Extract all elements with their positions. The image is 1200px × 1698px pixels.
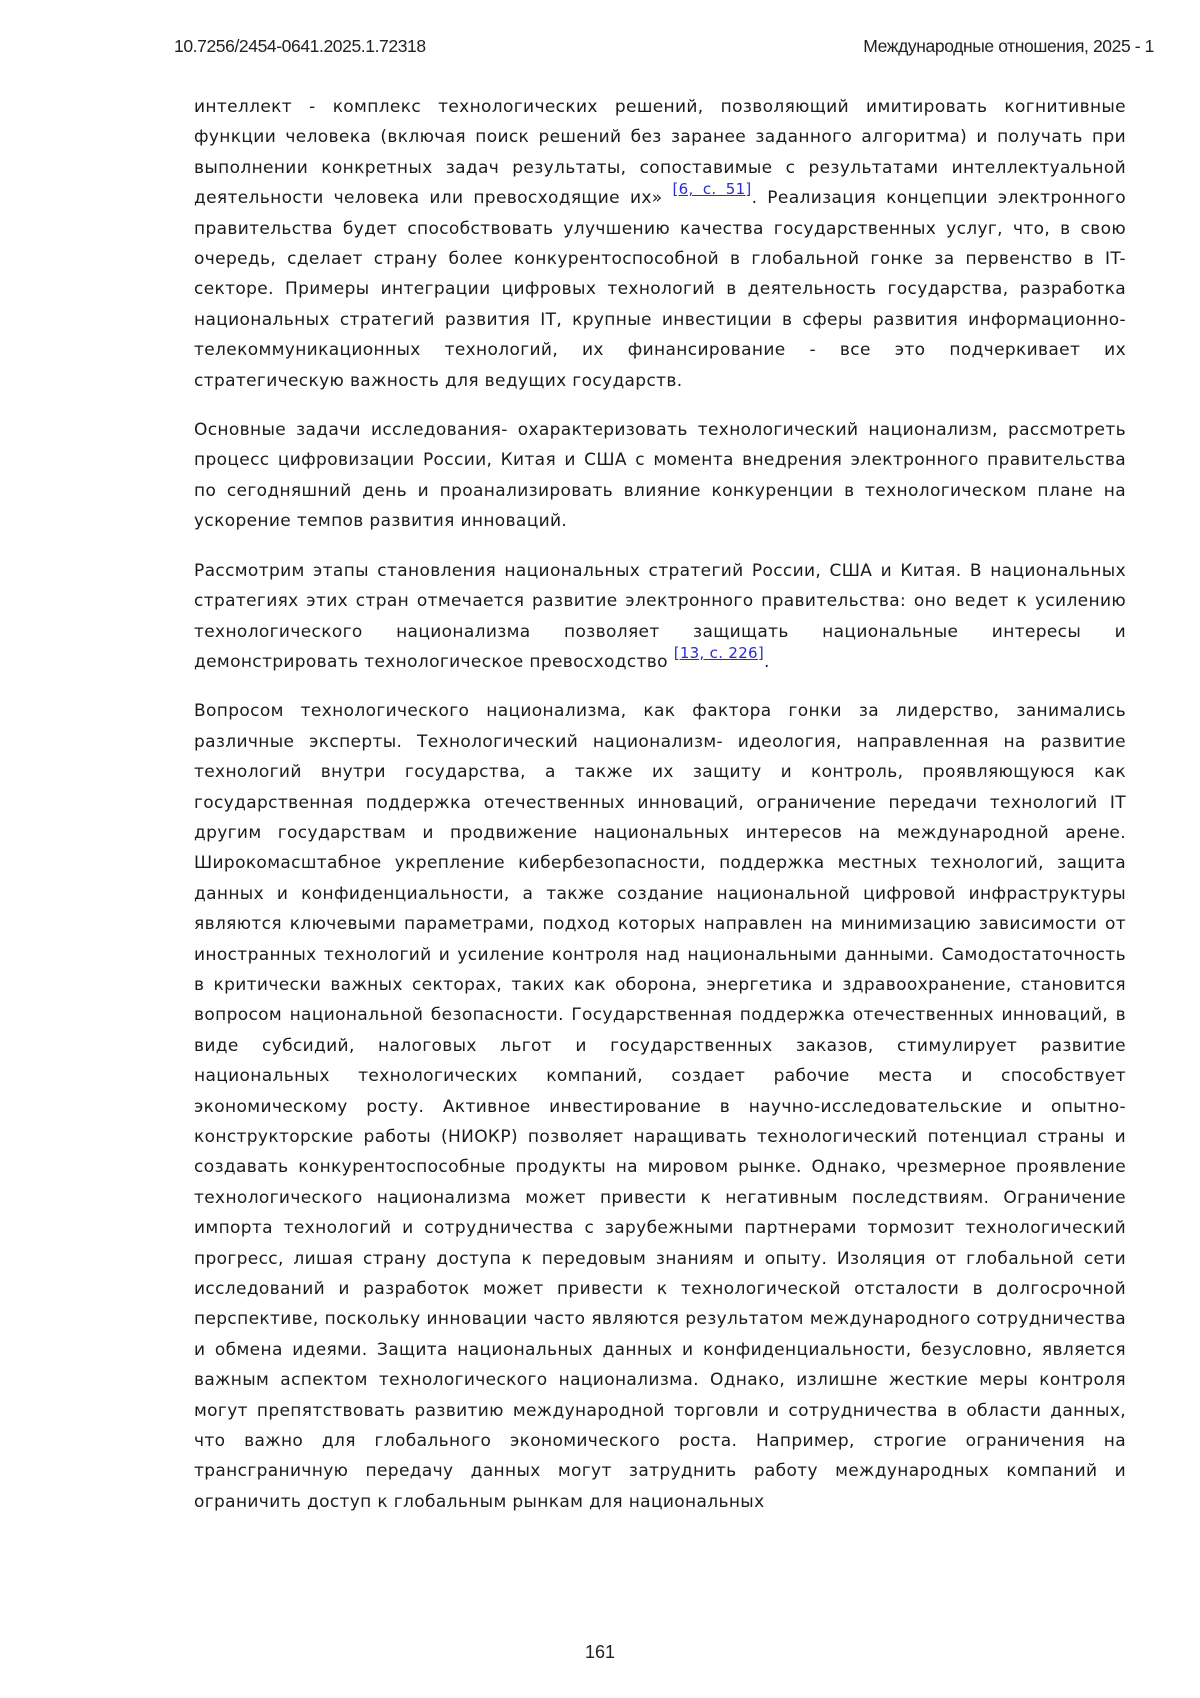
article-body — [194, 92, 1126, 1536]
paragraph-3-text-after: . — [764, 651, 770, 672]
paragraph-1-text-after: . Реализация концепции электронного правительства будет способствовать улучшению качества государственных услуг, что, в свою очередь, сделает страну более конкурентоспособной в глобальной гонке за первенство в IT-секторе. Примеры интеграции цифровых технологий в деятельность государства, разработка национальных стратегий развития IT, крупные инвестиции в сферы развития информационно-телекоммуникационных технологий, их финансирование - все это подчеркивает их стратегическую важность для ведущих государств. — [194, 188, 1127, 391]
citation-link-6[interactable]: [6, с. 51] — [672, 180, 752, 199]
running-header — [174, 36, 1154, 62]
paragraph-1 — [194, 92, 1126, 396]
doi-label: 10.7256/2454-0641.2025.1.72318 — [174, 36, 426, 56]
paragraph-3 — [194, 556, 1126, 678]
paragraph-4: Вопросом технологического национализма, как фактора гонки за лидерство, занимались различные эксперты. Технологический национализм- идеология, направленная на развитие технологий внутри государства, а также их защиту и контроль, проявляющуюся как государственная поддержка отечественных инноваций, ограничение передачи технологий IT другим государствам и продвижение национальных интересов на международной арене. Широкомасштабное укрепление кибербезопасности, поддержка местных технологий, защита данных и конфиденциальности, а также создание национальной цифровой инфраструктуры являются ключевыми параметрами, подход которых направлен на минимизацию зависимости от иностранных технологий и усиление контроля над национальными данными. Самодостаточность в критически важных секторах, таких как оборона, энергетика и здравоохранение, становится вопросом национальной безопасности. Государственная поддержка отечественных инноваций, в виде субсидий, налоговых льгот и государственных заказов, стимулирует развитие национальных технологических компаний, создает рабочие места и способствует экономическому росту. Активное инвестирование в научно-исследовательские и опытно-конструкторские работы (НИОКР) позволяет наращивать технологический потенциал страны и создавать конкурентоспособные продукты на мировом рынке. Однако, чрезмерное проявление технологического национализма может привести к негативным последствиям. Ограничение импорта технологий и сотрудничества с зарубежными партнерами тормозит технологический прогресс, лишая страну доступа к передовым знаниям и опыту. Изоляция от глобальной сети исследований и разработок может привести к технологической отсталости в долгосрочной перспективе, поскольку инновации часто являются результатом международного сотрудничества и обмена идеями. Защита национальных данных и конфиденциальности, безусловно, является важным аспектом технологического национализма. Однако, излишне жесткие меры контроля могут препятствовать развитию международной торговли и сотрудничества в области данных, что важно для глобального экономического роста. Например, строгие ограничения на трансграничную передачу данных могут затруднить работу международных компаний и ограничить доступ к глобальным рынкам для национальных — [194, 701, 1126, 1512]
paragraph-1-text-before: интеллект - комплекс технологических решений, позволяющий имитировать когнитивные функции человека (включая поиск решений без заранее заданного алгоритма) и получать при выполнении конкретных задач результаты, сопоставимые с результатами интеллектуальной деятельности человека или превосходящие их» — [194, 97, 1126, 209]
citation-link-13[interactable]: [13, с. 226] — [673, 643, 765, 662]
page-number: 161 — [584, 1642, 616, 1662]
paragraph-3-text-before: Рассмотрим этапы становления национальных стратегий России, США и Китая. В национальных стратегиях этих стран отмечается развитие электронного правительства: оно ведет к усилению технологического национализма позволяет защищать национальные интересы и демонстрировать технологическое превосходство — [194, 560, 1126, 672]
journal-title: Международные отношения, 2025 - 1 — [863, 36, 1154, 56]
paragraph-2: Основные задачи исследования- охарактеризовать технологический национализм, рассмотреть процесс цифровизации России, Китая и США с момента внедрения электронного правительства по сегодняшний день и проанализировать влияние конкуренции в технологическом плане на ускорение темпов развития инноваций. — [194, 420, 1126, 532]
